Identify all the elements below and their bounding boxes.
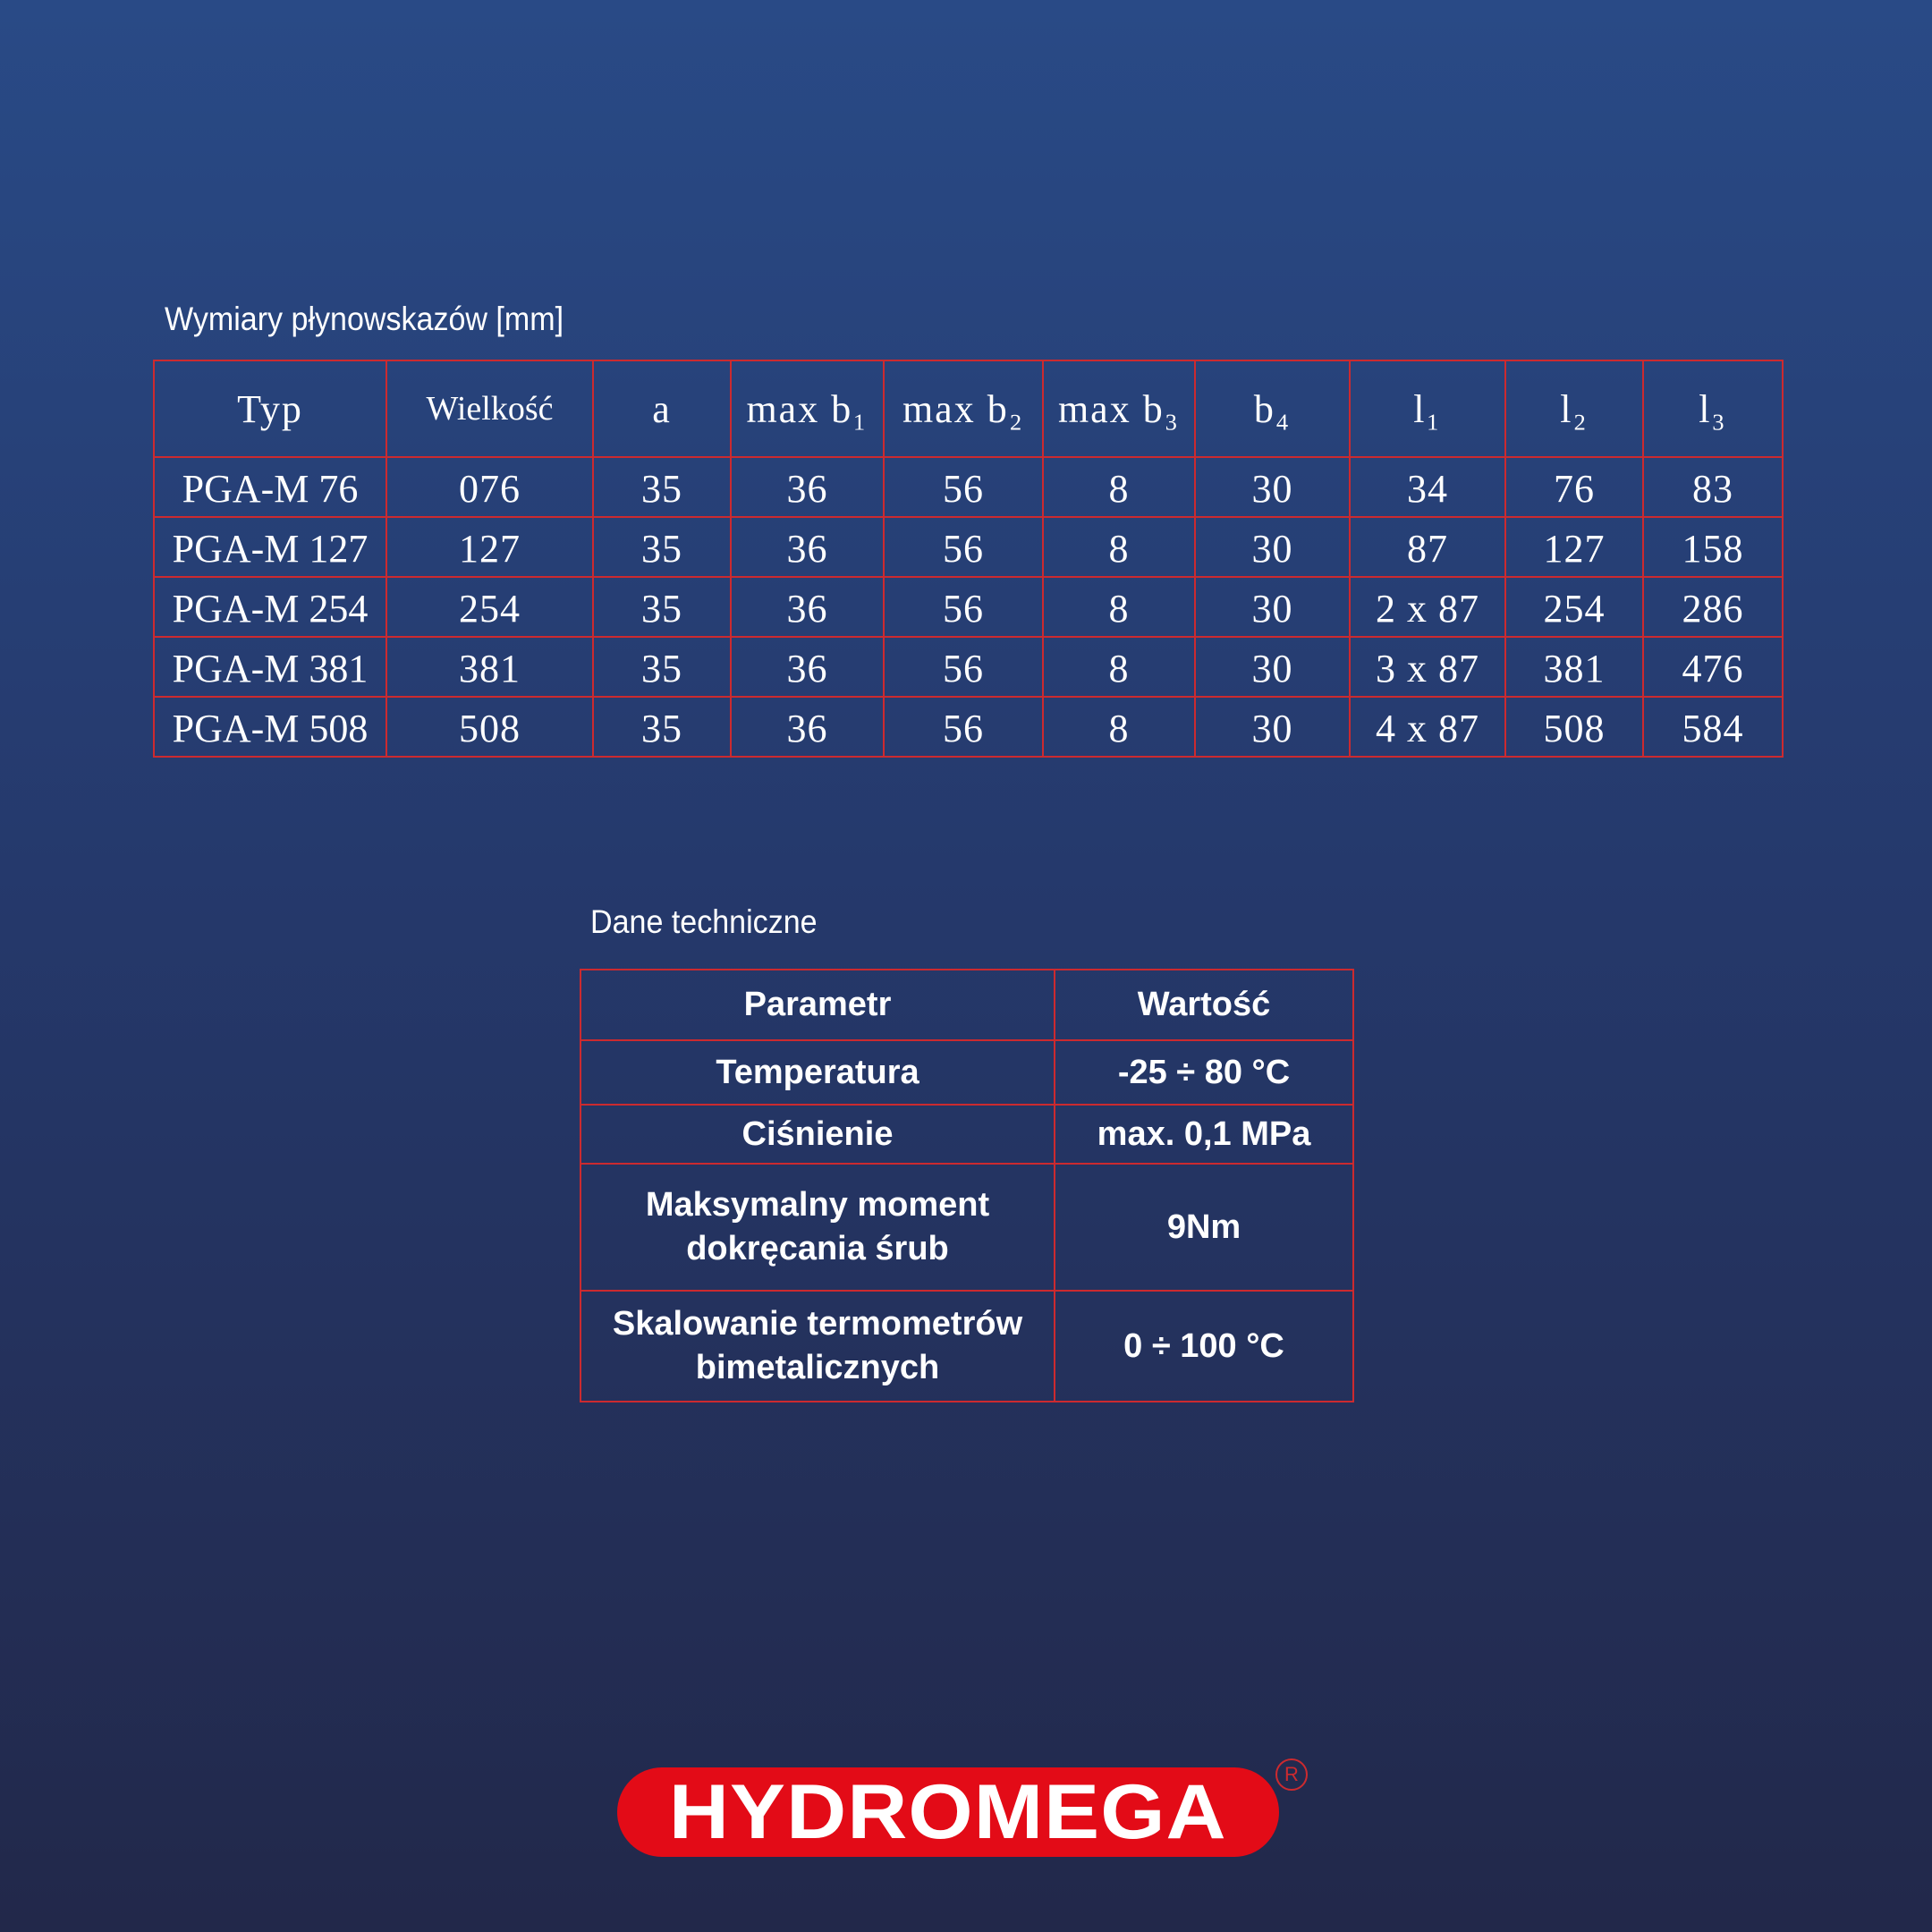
technical-title: Dane techniczne	[590, 903, 818, 940]
cell-a: 35	[593, 697, 731, 757]
header-parametr: Parametr	[580, 970, 1055, 1040]
cell-l2: 508	[1505, 697, 1643, 757]
cell-parametr	[580, 1105, 1055, 1164]
cell-typ: PGA-M 254	[154, 577, 386, 637]
cell-wartosc: max. 0,1 MPa	[1055, 1105, 1353, 1164]
cell-a: 35	[593, 577, 731, 637]
parametr-line: Ciśnienie	[741, 1114, 894, 1153]
cell-l1: 3 x 87	[1350, 637, 1505, 697]
parametr-line: Skalowanie termometrów	[612, 1305, 1023, 1343]
cell-max-b3: 8	[1043, 577, 1195, 637]
cell-typ: PGA-M 381	[154, 637, 386, 697]
cell-l1: 4 x 87	[1350, 697, 1505, 757]
dimensions-header-row	[154, 360, 1783, 457]
cell-wartosc: 9Nm	[1055, 1164, 1353, 1291]
cell-l2: 254	[1505, 577, 1643, 637]
registered-mark-icon: R	[1275, 1758, 1308, 1791]
cell-l3: 476	[1643, 637, 1783, 697]
cell-parametr	[580, 1164, 1055, 1291]
header-typ: Typ	[154, 360, 386, 457]
cell-typ: PGA-M 76	[154, 457, 386, 517]
cell-a: 35	[593, 517, 731, 577]
dimensions-title: Wymiary płynowskazów [mm]	[165, 301, 564, 337]
cell-l1: 34	[1350, 457, 1505, 517]
cell-wielkosc: 254	[386, 577, 593, 637]
header-max-b1: max b₁	[731, 360, 884, 457]
parametr-line: bimetalicznych	[695, 1349, 940, 1386]
cell-max-b2: 56	[884, 517, 1043, 577]
table-row	[154, 697, 1783, 757]
table-row	[154, 577, 1783, 637]
cell-wielkosc: 508	[386, 697, 593, 757]
cell-a: 35	[593, 457, 731, 517]
table-row	[580, 1164, 1353, 1291]
table-row	[580, 1040, 1353, 1105]
cell-b4: 30	[1195, 637, 1350, 697]
hydromega-logo	[617, 1767, 1279, 1857]
cell-max-b1: 36	[731, 697, 884, 757]
cell-a: 35	[593, 637, 731, 697]
cell-l3: 158	[1643, 517, 1783, 577]
table-row	[580, 1291, 1353, 1402]
table-row	[154, 517, 1783, 577]
dimensions-table	[153, 360, 1784, 758]
parametr-line: Temperatura	[716, 1053, 919, 1091]
cell-wielkosc: 127	[386, 517, 593, 577]
cell-max-b1: 36	[731, 577, 884, 637]
cell-l1: 2 x 87	[1350, 577, 1505, 637]
cell-max-b1: 36	[731, 517, 884, 577]
header-l2: l₂	[1505, 360, 1643, 457]
cell-max-b1: 36	[731, 637, 884, 697]
technical-table	[580, 969, 1354, 1402]
cell-max-b3: 8	[1043, 697, 1195, 757]
header-b4: b₄	[1195, 360, 1350, 457]
cell-l3: 286	[1643, 577, 1783, 637]
header-l1: l₁	[1350, 360, 1505, 457]
cell-typ: PGA-M 508	[154, 697, 386, 757]
cell-wartosc: -25 ÷ 80 °C	[1055, 1040, 1353, 1105]
parametr-line: Maksymalny moment	[645, 1186, 990, 1224]
table-row	[154, 637, 1783, 697]
table-row	[580, 1105, 1353, 1164]
header-wartosc: Wartość	[1055, 970, 1353, 1040]
header-max-b3: max b₃	[1043, 360, 1195, 457]
cell-max-b2: 56	[884, 457, 1043, 517]
cell-l2: 127	[1505, 517, 1643, 577]
header-l3: l₃	[1643, 360, 1783, 457]
logo-text: HYDROMEGA	[669, 1768, 1227, 1855]
header-wielkosc: Wielkość	[386, 360, 593, 457]
cell-l3: 83	[1643, 457, 1783, 517]
header-a: a	[593, 360, 731, 457]
cell-wielkosc: 076	[386, 457, 593, 517]
cell-b4: 30	[1195, 457, 1350, 517]
cell-l2: 381	[1505, 637, 1643, 697]
cell-max-b2: 56	[884, 637, 1043, 697]
cell-max-b3: 8	[1043, 637, 1195, 697]
table-row	[154, 457, 1783, 517]
cell-b4: 30	[1195, 697, 1350, 757]
cell-typ: PGA-M 127	[154, 517, 386, 577]
cell-max-b2: 56	[884, 697, 1043, 757]
cell-l1: 87	[1350, 517, 1505, 577]
header-max-b2: max b₂	[884, 360, 1043, 457]
parametr-line: dokręcania śrub	[686, 1230, 949, 1267]
cell-l2: 76	[1505, 457, 1643, 517]
cell-max-b1: 36	[731, 457, 884, 517]
cell-l3: 584	[1643, 697, 1783, 757]
cell-b4: 30	[1195, 517, 1350, 577]
cell-max-b3: 8	[1043, 517, 1195, 577]
cell-max-b3: 8	[1043, 457, 1195, 517]
technical-header-row	[580, 970, 1353, 1040]
cell-parametr	[580, 1040, 1055, 1105]
cell-b4: 30	[1195, 577, 1350, 637]
cell-wielkosc: 381	[386, 637, 593, 697]
cell-parametr	[580, 1291, 1055, 1402]
cell-wartosc: 0 ÷ 100 °C	[1055, 1291, 1353, 1402]
cell-max-b2: 56	[884, 577, 1043, 637]
